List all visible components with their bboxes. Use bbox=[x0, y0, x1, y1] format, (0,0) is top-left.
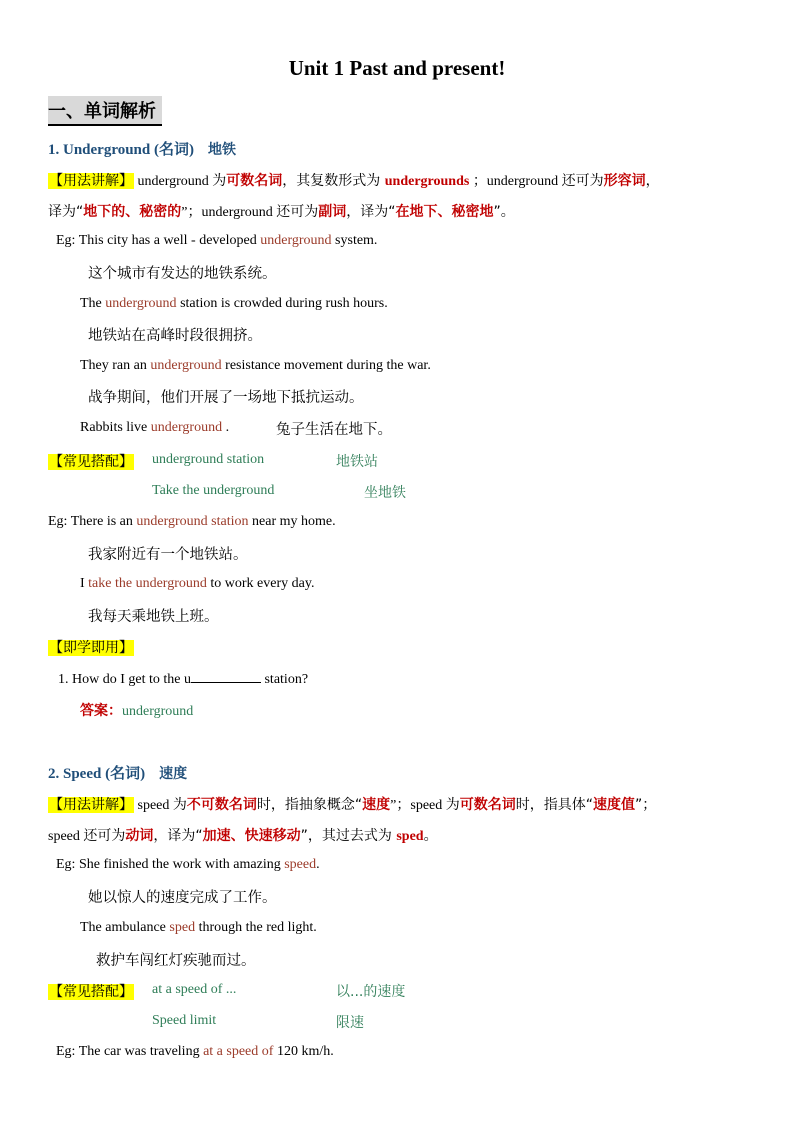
example-translation: 地铁站在高峰时段很拥挤。 bbox=[88, 328, 262, 344]
example-text: Rabbits live bbox=[80, 420, 151, 435]
example-text: Eg: There is an bbox=[48, 514, 137, 529]
collocation-tag bbox=[48, 981, 134, 1001]
usage-keyword: 地下的、秘密的 bbox=[83, 204, 182, 220]
example-text: to work every day. bbox=[206, 576, 315, 591]
usage-keyword: 加速、快速移动 bbox=[202, 828, 301, 844]
usage-text: speed 为 bbox=[134, 798, 187, 813]
usage-text: 译为“ bbox=[48, 204, 84, 220]
practice-tag-label: 【即学即用】 bbox=[49, 640, 133, 656]
word-heading-en: 1. Underground (名词) bbox=[48, 142, 194, 158]
question-text: station? bbox=[260, 672, 309, 687]
usage-text: ，译为“ bbox=[153, 828, 203, 844]
example-text: I bbox=[80, 576, 89, 591]
usage-text: ”； bbox=[635, 797, 657, 813]
usage-line-2 bbox=[48, 825, 438, 845]
usage-keyword: 形容词 bbox=[603, 173, 646, 189]
collocation-cn: 坐地铁 bbox=[364, 485, 406, 501]
practice-tag bbox=[48, 637, 134, 657]
example-keyword: underground bbox=[260, 233, 332, 248]
example-text: They ran an bbox=[80, 358, 151, 373]
usage-line-2 bbox=[48, 201, 515, 221]
usage-text: ”，其过去式为 bbox=[300, 828, 397, 844]
usage-keyword: sped bbox=[396, 829, 424, 844]
example-keyword: underground bbox=[105, 296, 177, 311]
example-text: . bbox=[222, 420, 230, 435]
example-sentence bbox=[80, 296, 388, 312]
example-sentence bbox=[80, 920, 317, 936]
example-keyword: underground bbox=[150, 420, 223, 435]
usage-tag: 【用法讲解】 bbox=[49, 797, 133, 813]
example-text: Eg: She finished the work with amazing bbox=[56, 857, 285, 872]
usage-keyword: 可数名词 bbox=[226, 173, 283, 189]
practice-question bbox=[58, 670, 308, 688]
example-sentence bbox=[56, 233, 377, 249]
usage-text: ，其复数形式为 bbox=[282, 173, 385, 189]
usage-text: speed 还可为 bbox=[48, 829, 126, 844]
answer-label: 答案： bbox=[80, 703, 122, 719]
usage-keyword: 在地下、秘密地 bbox=[395, 204, 494, 220]
example-translation: 救护车闯红灯疾驰而过。 bbox=[96, 953, 256, 969]
usage-keyword: 不可数名词 bbox=[186, 797, 257, 813]
example-keyword: take the underground bbox=[88, 576, 207, 591]
usage-text: underground 为 bbox=[134, 174, 227, 189]
answer-blank[interactable] bbox=[191, 670, 261, 683]
usage-keyword: undergrounds bbox=[384, 174, 470, 189]
question-text: 1. How do I get to the u bbox=[58, 672, 191, 687]
example-text: system. bbox=[331, 233, 378, 248]
usage-text: ”。 bbox=[493, 204, 515, 220]
word-heading-speed bbox=[48, 762, 187, 783]
example-text: . bbox=[316, 857, 320, 872]
word-heading-cn: 地铁 bbox=[208, 142, 236, 158]
usage-keyword: 速度 bbox=[362, 797, 391, 813]
example-translation: 我每天乘地铁上班。 bbox=[88, 609, 219, 625]
answer-value: underground bbox=[122, 704, 194, 719]
word-heading-en: 2. Speed (名词) bbox=[48, 766, 146, 782]
example-sentence bbox=[80, 576, 314, 592]
usage-tag: 【用法讲解】 bbox=[49, 173, 133, 189]
example-sentence bbox=[56, 857, 320, 873]
example-sentence bbox=[80, 420, 229, 436]
collocation-en: Speed limit bbox=[152, 1013, 217, 1028]
word-heading-underground bbox=[48, 138, 236, 159]
example-text: Eg: The car was traveling bbox=[56, 1044, 204, 1059]
usage-keyword: 副词 bbox=[318, 204, 347, 220]
example-text: through the red light. bbox=[195, 920, 317, 935]
example-text: near my home. bbox=[248, 514, 336, 529]
example-keyword: sped bbox=[169, 920, 196, 935]
word-heading-cn: 速度 bbox=[159, 766, 188, 782]
example-text: station is crowded during rush hours. bbox=[176, 296, 388, 311]
usage-keyword: 可数名词 bbox=[459, 797, 516, 813]
example-translation: 她以惊人的速度完成了工作。 bbox=[88, 890, 277, 906]
usage-text: ，译为“ bbox=[346, 204, 396, 220]
example-translation: 这个城市有发达的地铁系统。 bbox=[88, 266, 277, 282]
example-translation: 兔子生活在地下。 bbox=[276, 422, 392, 438]
example-translation: 战争期间，他们开展了一场地下抵抗运动。 bbox=[88, 390, 364, 406]
collocation-en: at a speed of ... bbox=[152, 982, 237, 997]
collocation-cn: 限速 bbox=[336, 1015, 364, 1031]
example-translation: 我家附近有一个地铁站。 bbox=[88, 547, 248, 563]
page-title: Unit 1 Past and present! bbox=[288, 56, 506, 80]
example-keyword: at a speed of bbox=[203, 1044, 274, 1059]
usage-text: ， bbox=[645, 174, 660, 189]
collocation-tag-label: 【常见搭配】 bbox=[49, 454, 133, 470]
usage-text: ”；underground 还可为 bbox=[181, 205, 319, 220]
example-text: 120 km/h. bbox=[273, 1044, 334, 1059]
usage-text: ；underground 还可为 bbox=[469, 174, 604, 189]
practice-answer bbox=[80, 700, 193, 720]
usage-keyword: 速度值 bbox=[593, 797, 636, 813]
example-sentence bbox=[80, 358, 431, 374]
example-text: The ambulance bbox=[80, 920, 170, 935]
usage-text: 时，指抽象概念“ bbox=[256, 797, 363, 813]
section-heading: 一、单词解析 bbox=[48, 96, 162, 126]
example-sentence bbox=[48, 514, 336, 530]
collocation-en: underground station bbox=[152, 452, 265, 467]
usage-text: 时，指具体“ bbox=[515, 797, 594, 813]
example-keyword: speed bbox=[284, 857, 317, 872]
collocation-tag-label: 【常见搭配】 bbox=[49, 984, 133, 1000]
collocation-cn: 以...的速度 bbox=[336, 984, 406, 1000]
example-sentence bbox=[56, 1044, 334, 1060]
usage-text: ”；speed 为 bbox=[390, 798, 460, 813]
collocation-cn: 地铁站 bbox=[336, 454, 378, 470]
usage-text: 。 bbox=[423, 828, 438, 844]
example-keyword: underground bbox=[150, 358, 222, 373]
usage-line-1 bbox=[48, 170, 660, 190]
example-text: resistance movement during the war. bbox=[221, 358, 431, 373]
collocation-en: Take the underground bbox=[152, 483, 275, 498]
usage-line-1 bbox=[48, 794, 656, 814]
usage-keyword: 动词 bbox=[125, 828, 154, 844]
collocation-tag bbox=[48, 451, 134, 471]
example-text: The bbox=[80, 296, 106, 311]
example-text: Eg: This city has a well - developed bbox=[56, 233, 261, 248]
example-keyword: underground station bbox=[136, 514, 249, 529]
